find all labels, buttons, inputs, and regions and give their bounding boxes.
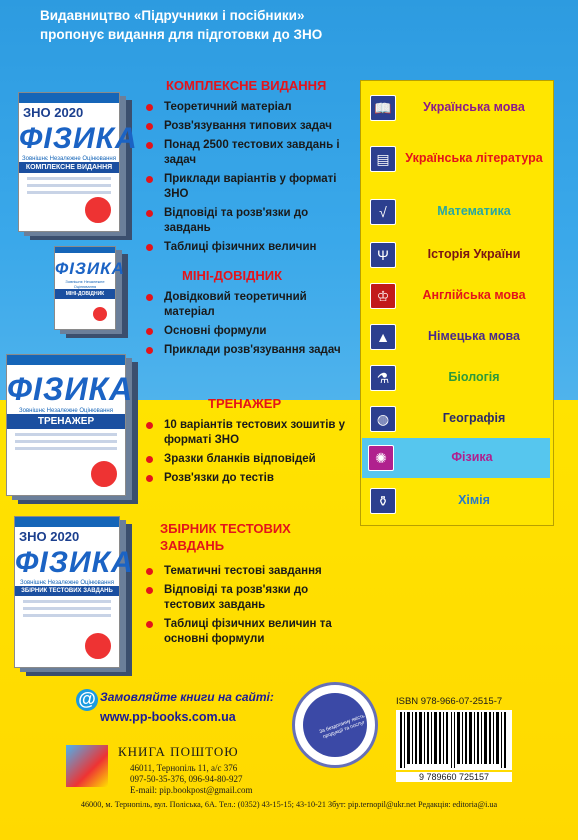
header-line-2: пропонує видання для підготовки до ЗНО [40,27,323,42]
book-band: ТРЕНАЖЕР [7,414,125,429]
subject-geography: ◍ Географія [364,399,548,437]
list-item: Довідковий теоретичний матеріал [146,290,352,320]
globe-icon: ◍ [370,406,396,432]
subject-chemistry: ⚱ Хімія [364,481,548,519]
list-item: Розв'язки до тестів [146,471,352,486]
subject-physics: ✺ Фізика [362,438,550,478]
quality-seal-logo: За бездоганну якість продукції та послуг [292,682,378,768]
order-website-link[interactable]: www.pp-books.com.ua [100,710,236,724]
microscope-icon: ⚗ [370,365,396,391]
book-zno-label: ЗНО 2020 [19,529,80,544]
trident-icon: Ψ [370,242,396,268]
order-prompt: Замовляйте книги на сайті: [100,690,274,704]
subject-history: Ψ Історія України [364,235,548,273]
sqrt-icon: √ [370,199,396,225]
atom-icon: ✺ [368,445,394,471]
list-item: Розв'язування типових задач [146,119,352,134]
list-item: Понад 2500 тестових завдань і задач [146,138,352,168]
list-item: Відповіді та розв'язки до завдань [146,206,352,236]
section-title-trainer: ТРЕНАЖЕР [208,396,282,411]
section-title-tests: ЗБІРНИК ТЕСТОВИХ ЗАВДАНЬ [160,521,291,553]
list-item: Зразки бланків відповідей [146,452,352,467]
book-band: ЗБІРНИК ТЕСТОВИХ ЗАВДАНЬ [15,586,119,596]
subject-ukrainian-literature: ▤ Українська література [364,139,548,177]
section-title-mini: МІНІ-ДОВІДНИК [182,268,283,283]
isbn-label: ISBN 978-966-07-2515-7 [396,696,503,707]
book-icon: 📖 [370,95,396,121]
book-subtitle: Зовнішнє Незалежне Оцінювання [20,580,114,586]
book-cover-trainer [6,354,134,496]
book-cover-complex [18,92,138,232]
book-title: ФІЗИКА [15,546,134,579]
list-item: Приклади розв'язування задач [146,343,352,358]
book-title: ФІЗИКА [7,371,134,407]
book-subtitle: Зовнішнє Незалежне Оцінювання [19,408,113,414]
list-item: Теоретичний матеріал [146,100,352,115]
book-band: КОМПЛЕКСНЕ ВИДАННЯ [19,162,119,173]
barcode-number: 9 789660 725157 [396,772,512,782]
book-band: МІНІ-ДОВІДНИК [55,289,115,299]
subject-biology: ⚗ Біологія [364,358,548,396]
list-item: Відповіді та розв'язки до тестових завдань [146,583,352,613]
header-line-1: Видавництво «Підручники і посібники» [40,8,305,23]
list-item: Приклади варіантів у форматі ЗНО [146,172,352,202]
subject-german: ▲ Німецька мова [364,317,548,355]
barcode-icon [396,710,512,770]
book-zno-label: ЗНО 2020 [23,105,84,120]
book-post-phones: 097-50-35-376, 096-94-80-927 [130,774,243,784]
seal-icon [91,305,109,323]
book-title: ФІЗИКА [55,259,125,278]
footer-contacts: 46000, м. Тернопіль, вул. Поліська, 6А. Тел.: (0352) 43-15-15; 43-10-21 Збут: pip.ternopil@ukr.net Редакція: editoria@i.ua [80,800,498,809]
books-icon: ▤ [370,146,396,172]
book-cover-tests [14,516,134,668]
flask-icon: ⚱ [370,488,396,514]
seal-icon [83,195,113,225]
publisher-header [40,6,440,44]
list-complex [146,100,352,259]
seal-icon [83,631,113,661]
book-cover-mini [54,246,125,330]
subject-mathematics: √ Математика [364,192,548,230]
book-title: ФІЗИКА [19,122,138,155]
list-tests [146,564,352,651]
crest-icon: ♔ [370,283,396,309]
list-item: Тематичні тестові завдання [146,564,352,579]
list-item: Таблиці фізичних величин та основні формули [146,617,352,647]
list-item: 10 варіантів тестових зошитів у форматі ЗНО [146,418,352,448]
subject-ukrainian-language: 📖 Українська мова [364,88,548,126]
list-item: Таблиці фізичних величин [146,240,352,255]
book-post-title: КНИГА ПОШТОЮ [118,744,239,759]
at-sign-icon: @ [76,689,98,711]
book-subtitle: Зовнішнє Незалежне Оцінювання [22,156,116,162]
section-title-complex: КОМПЛЕКСНЕ ВИДАННЯ [166,78,327,93]
seal-icon [89,459,119,489]
list-mini [146,290,352,362]
subject-english: ♔ Англійська мова [364,276,548,314]
book-subtitle: Зовнішнє Незалежне Оцінювання [65,279,105,289]
book-post-email: E-mail: pip.bookpost@gmail.com [130,785,253,795]
book-post-logo-icon [66,745,108,787]
eagle-icon: ▲ [370,324,396,350]
book-post-address: 46011, Тернопіль 11, а/с 376 [130,763,238,773]
list-trainer [146,418,352,490]
list-item: Основні формули [146,324,352,339]
